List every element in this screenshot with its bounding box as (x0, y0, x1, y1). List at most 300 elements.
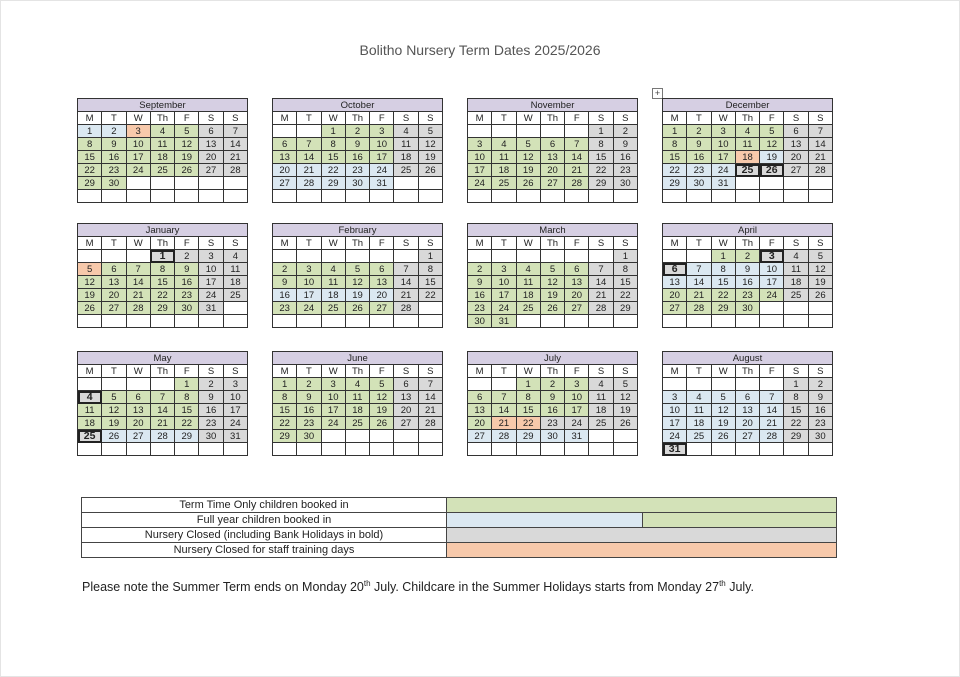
day-cell: 11 (516, 276, 540, 289)
day-cell: 20 (784, 151, 808, 164)
empty-day-cell (175, 190, 199, 203)
day-cell: 26 (808, 289, 832, 302)
empty-day-cell (102, 378, 126, 391)
weekday-header: T (492, 112, 516, 125)
month-name: April (663, 224, 833, 237)
day-cell: 15 (321, 151, 345, 164)
day-cell: 19 (711, 417, 735, 430)
day-cell: 12 (370, 391, 394, 404)
day-cell: 27 (540, 177, 564, 190)
empty-day-cell (297, 125, 321, 138)
day-cell: 12 (345, 276, 369, 289)
weekday-header: S (613, 237, 637, 250)
weekday-header: W (126, 112, 150, 125)
day-cell: 24 (370, 164, 394, 177)
empty-day-cell (223, 190, 247, 203)
empty-day-cell (126, 443, 150, 456)
empty-day-cell (150, 190, 174, 203)
weekday-header: S (223, 112, 247, 125)
weekday-header: Th (345, 365, 369, 378)
empty-day-cell (297, 315, 321, 328)
empty-day-cell (345, 315, 369, 328)
day-cell: 17 (297, 289, 321, 302)
empty-day-cell (273, 315, 297, 328)
day-cell: 15 (663, 151, 687, 164)
day-cell: 20 (370, 289, 394, 302)
day-cell: 11 (784, 263, 808, 276)
day-cell: 6 (102, 263, 126, 276)
empty-day-cell (297, 250, 321, 263)
day-cell: 9 (468, 276, 492, 289)
day-cell: 17 (468, 164, 492, 177)
day-cell: 6 (126, 391, 150, 404)
day-cell: 3 (565, 378, 589, 391)
day-cell: 9 (297, 391, 321, 404)
weekday-header: S (808, 112, 832, 125)
day-cell: 25 (735, 164, 759, 177)
day-cell: 1 (516, 378, 540, 391)
day-cell: 23 (199, 417, 223, 430)
empty-day-cell (540, 443, 564, 456)
weekday-header: M (468, 112, 492, 125)
month-calendar-january (77, 223, 248, 328)
day-cell: 13 (199, 138, 223, 151)
day-cell: 29 (321, 177, 345, 190)
empty-day-cell (345, 190, 369, 203)
day-cell: 23 (808, 417, 832, 430)
empty-day-cell (102, 190, 126, 203)
day-cell: 24 (126, 164, 150, 177)
day-cell: 4 (687, 391, 711, 404)
empty-day-cell (516, 315, 540, 328)
empty-day-cell (687, 250, 711, 263)
day-cell: 12 (516, 151, 540, 164)
weekday-header: T (297, 365, 321, 378)
day-cell: 10 (321, 391, 345, 404)
day-cell: 7 (150, 391, 174, 404)
day-cell: 26 (418, 164, 442, 177)
empty-day-cell (126, 315, 150, 328)
day-cell: 20 (199, 151, 223, 164)
empty-day-cell (394, 430, 418, 443)
day-cell: 5 (370, 378, 394, 391)
empty-day-cell (663, 250, 687, 263)
day-cell: 3 (126, 125, 150, 138)
empty-day-cell (516, 443, 540, 456)
day-cell: 15 (273, 404, 297, 417)
empty-day-cell (760, 378, 784, 391)
empty-day-cell (394, 177, 418, 190)
day-cell: 15 (78, 151, 102, 164)
empty-day-cell (199, 177, 223, 190)
day-cell: 3 (663, 391, 687, 404)
day-cell: 30 (468, 315, 492, 328)
day-cell: 1 (78, 125, 102, 138)
day-cell: 23 (687, 164, 711, 177)
empty-day-cell (418, 302, 442, 315)
month-calendar-april (662, 223, 833, 328)
day-cell: 13 (394, 391, 418, 404)
day-cell: 29 (273, 430, 297, 443)
day-cell: 21 (687, 289, 711, 302)
weekday-header: W (711, 237, 735, 250)
day-cell: 5 (613, 378, 637, 391)
empty-day-cell (199, 315, 223, 328)
empty-day-cell (613, 443, 637, 456)
day-cell: 12 (418, 138, 442, 151)
empty-day-cell (78, 250, 102, 263)
weekday-header: Th (735, 112, 759, 125)
empty-day-cell (565, 190, 589, 203)
day-cell: 2 (345, 125, 369, 138)
day-cell: 8 (589, 138, 613, 151)
day-cell: 27 (199, 164, 223, 177)
day-cell: 18 (492, 164, 516, 177)
day-cell: 21 (418, 404, 442, 417)
day-cell: 28 (223, 164, 247, 177)
weekday-header: S (589, 112, 613, 125)
empty-day-cell (175, 443, 199, 456)
day-cell: 16 (297, 404, 321, 417)
day-cell: 28 (150, 430, 174, 443)
weekday-header: W (516, 365, 540, 378)
day-cell: 31 (565, 430, 589, 443)
day-cell: 22 (711, 289, 735, 302)
day-cell: 9 (808, 391, 832, 404)
month-calendar-may (77, 351, 248, 456)
day-cell: 8 (175, 391, 199, 404)
weekday-header: S (613, 365, 637, 378)
weekday-header: T (687, 237, 711, 250)
empty-day-cell (565, 315, 589, 328)
day-cell: 6 (540, 138, 564, 151)
day-cell: 22 (175, 417, 199, 430)
day-cell: 2 (102, 125, 126, 138)
day-cell: 11 (687, 404, 711, 417)
day-cell: 16 (102, 151, 126, 164)
weekday-header: F (370, 237, 394, 250)
month-name: August (663, 352, 833, 365)
day-cell: 7 (418, 378, 442, 391)
weekday-header: W (516, 112, 540, 125)
day-cell: 8 (150, 263, 174, 276)
day-cell: 13 (102, 276, 126, 289)
empty-day-cell (394, 443, 418, 456)
day-cell: 4 (345, 378, 369, 391)
day-cell: 28 (589, 302, 613, 315)
empty-day-cell (711, 378, 735, 391)
day-cell: 24 (199, 289, 223, 302)
day-cell: 7 (492, 391, 516, 404)
month-calendar-december (662, 98, 833, 203)
empty-day-cell (687, 315, 711, 328)
day-cell: 16 (735, 276, 759, 289)
month-calendar-march (467, 223, 638, 328)
day-cell: 6 (468, 391, 492, 404)
day-cell: 26 (540, 302, 564, 315)
weekday-header: Th (345, 237, 369, 250)
empty-day-cell (345, 443, 369, 456)
day-cell: 10 (565, 391, 589, 404)
day-cell: 27 (102, 302, 126, 315)
day-cell: 9 (613, 138, 637, 151)
day-cell: 4 (321, 263, 345, 276)
empty-day-cell (321, 430, 345, 443)
day-cell: 22 (613, 289, 637, 302)
day-cell: 19 (418, 151, 442, 164)
weekday-header: F (565, 365, 589, 378)
day-cell: 1 (784, 378, 808, 391)
empty-day-cell (345, 250, 369, 263)
empty-day-cell (687, 443, 711, 456)
day-cell: 23 (345, 164, 369, 177)
day-cell: 7 (687, 263, 711, 276)
empty-day-cell (540, 315, 564, 328)
day-cell: 1 (663, 125, 687, 138)
weekday-header: S (784, 237, 808, 250)
day-cell: 20 (663, 289, 687, 302)
day-cell: 16 (613, 151, 637, 164)
day-cell: 9 (540, 391, 564, 404)
day-cell: 22 (418, 289, 442, 302)
empty-day-cell (516, 125, 540, 138)
empty-day-cell (175, 177, 199, 190)
empty-day-cell (540, 125, 564, 138)
day-cell: 3 (321, 378, 345, 391)
weekday-header: M (273, 365, 297, 378)
month-calendar-september (77, 98, 248, 203)
day-cell: 4 (589, 378, 613, 391)
empty-day-cell (394, 250, 418, 263)
empty-day-cell (321, 443, 345, 456)
day-cell: 19 (78, 289, 102, 302)
day-cell: 8 (663, 138, 687, 151)
day-cell: 14 (418, 391, 442, 404)
legend-label: Term Time Only children booked in (82, 498, 447, 513)
weekday-header: M (468, 365, 492, 378)
day-cell: 5 (711, 391, 735, 404)
day-cell: 28 (565, 177, 589, 190)
weekday-header: F (370, 365, 394, 378)
day-cell: 12 (78, 276, 102, 289)
day-cell: 29 (663, 177, 687, 190)
empty-day-cell (613, 190, 637, 203)
day-cell: 14 (565, 151, 589, 164)
day-cell: 29 (78, 177, 102, 190)
empty-day-cell (418, 177, 442, 190)
day-cell: 26 (516, 177, 540, 190)
day-cell: 14 (760, 404, 784, 417)
day-cell: 31 (711, 177, 735, 190)
weekday-header: F (760, 112, 784, 125)
legend-swatch-part (643, 513, 836, 527)
day-cell: 4 (784, 250, 808, 263)
weekday-header: S (418, 365, 442, 378)
day-cell: 6 (370, 263, 394, 276)
weekday-header: Th (540, 237, 564, 250)
empty-day-cell (126, 177, 150, 190)
legend-swatch (447, 528, 837, 543)
day-cell: 21 (565, 164, 589, 177)
weekday-header: S (808, 237, 832, 250)
day-cell: 4 (223, 250, 247, 263)
day-cell: 10 (492, 276, 516, 289)
empty-day-cell (199, 190, 223, 203)
weekday-header: Th (735, 365, 759, 378)
weekday-header: S (394, 365, 418, 378)
weekday-header: S (808, 365, 832, 378)
weekday-header: S (589, 365, 613, 378)
day-cell: 8 (321, 138, 345, 151)
empty-day-cell (565, 250, 589, 263)
day-cell: 7 (589, 263, 613, 276)
day-cell: 8 (784, 391, 808, 404)
day-cell: 16 (808, 404, 832, 417)
legend-row (82, 498, 837, 513)
table-move-handle-icon[interactable]: + (652, 88, 663, 99)
footnote-part-1: Please note the Summer Term ends on Monday 20 (82, 580, 364, 595)
empty-day-cell (589, 443, 613, 456)
day-cell: 20 (102, 289, 126, 302)
empty-day-cell (808, 443, 832, 456)
day-cell: 12 (175, 138, 199, 151)
day-cell: 20 (540, 164, 564, 177)
empty-day-cell (808, 302, 832, 315)
day-cell: 30 (735, 302, 759, 315)
weekday-header: F (760, 237, 784, 250)
weekday-header: W (711, 365, 735, 378)
weekday-header: F (175, 112, 199, 125)
day-cell: 3 (760, 250, 784, 263)
day-cell: 12 (808, 263, 832, 276)
day-cell: 24 (297, 302, 321, 315)
day-cell: 3 (199, 250, 223, 263)
weekday-header: S (394, 112, 418, 125)
legend-swatch (447, 543, 837, 558)
day-cell: 22 (78, 164, 102, 177)
day-cell: 1 (150, 250, 174, 263)
weekday-header: T (102, 365, 126, 378)
day-cell: 25 (78, 430, 102, 443)
day-cell: 25 (784, 289, 808, 302)
weekday-header: S (394, 237, 418, 250)
day-cell: 12 (540, 276, 564, 289)
day-cell: 2 (613, 125, 637, 138)
day-cell: 20 (126, 417, 150, 430)
day-cell: 19 (102, 417, 126, 430)
empty-day-cell (223, 302, 247, 315)
weekday-header: S (223, 365, 247, 378)
weekday-header: W (321, 365, 345, 378)
legend-label: Full year children booked in (82, 513, 447, 528)
empty-day-cell (273, 250, 297, 263)
empty-day-cell (78, 315, 102, 328)
empty-day-cell (735, 378, 759, 391)
day-cell: 7 (394, 263, 418, 276)
day-cell: 22 (516, 417, 540, 430)
weekday-header: T (102, 112, 126, 125)
empty-day-cell (102, 250, 126, 263)
day-cell: 19 (760, 151, 784, 164)
month-name: July (468, 352, 638, 365)
day-cell: 11 (492, 151, 516, 164)
weekday-header: Th (735, 237, 759, 250)
day-cell: 9 (175, 263, 199, 276)
empty-day-cell (735, 315, 759, 328)
day-cell: 31 (663, 443, 687, 456)
day-cell: 24 (711, 164, 735, 177)
day-cell: 6 (199, 125, 223, 138)
empty-day-cell (784, 177, 808, 190)
day-cell: 26 (711, 430, 735, 443)
day-cell: 13 (126, 404, 150, 417)
day-cell: 27 (784, 164, 808, 177)
empty-day-cell (78, 378, 102, 391)
month-name: March (468, 224, 638, 237)
empty-day-cell (784, 302, 808, 315)
day-cell: 2 (735, 250, 759, 263)
empty-day-cell (589, 250, 613, 263)
footnote-part-2: July. Childcare in the Summer Holidays starts from Monday 27 (370, 580, 720, 595)
day-cell: 16 (540, 404, 564, 417)
day-cell: 19 (370, 404, 394, 417)
day-cell: 19 (808, 276, 832, 289)
day-cell: 28 (126, 302, 150, 315)
day-cell: 2 (808, 378, 832, 391)
day-cell: 11 (394, 138, 418, 151)
empty-day-cell (711, 315, 735, 328)
day-cell: 24 (760, 289, 784, 302)
day-cell: 23 (540, 417, 564, 430)
empty-day-cell (273, 190, 297, 203)
empty-day-cell (345, 430, 369, 443)
day-cell: 7 (760, 391, 784, 404)
day-cell: 25 (492, 177, 516, 190)
empty-day-cell (394, 315, 418, 328)
empty-day-cell (102, 315, 126, 328)
empty-day-cell (808, 177, 832, 190)
day-cell: 31 (199, 302, 223, 315)
weekday-header: S (784, 365, 808, 378)
empty-day-cell (150, 378, 174, 391)
empty-day-cell (102, 443, 126, 456)
empty-day-cell (687, 190, 711, 203)
day-cell: 31 (223, 430, 247, 443)
empty-day-cell (150, 315, 174, 328)
month-name: November (468, 99, 638, 112)
weekday-header: Th (540, 365, 564, 378)
day-cell: 13 (735, 404, 759, 417)
day-cell: 3 (492, 263, 516, 276)
weekday-header: Th (345, 112, 369, 125)
day-cell: 1 (175, 378, 199, 391)
empty-day-cell (663, 315, 687, 328)
day-cell: 19 (540, 289, 564, 302)
day-cell: 25 (687, 430, 711, 443)
empty-day-cell (516, 250, 540, 263)
empty-day-cell (223, 315, 247, 328)
empty-day-cell (150, 177, 174, 190)
weekday-header: S (589, 237, 613, 250)
day-cell: 28 (418, 417, 442, 430)
day-cell: 18 (589, 404, 613, 417)
day-cell: 7 (808, 125, 832, 138)
day-cell: 22 (321, 164, 345, 177)
day-cell: 27 (126, 430, 150, 443)
day-cell: 6 (735, 391, 759, 404)
empty-day-cell (126, 378, 150, 391)
weekday-header: M (273, 112, 297, 125)
